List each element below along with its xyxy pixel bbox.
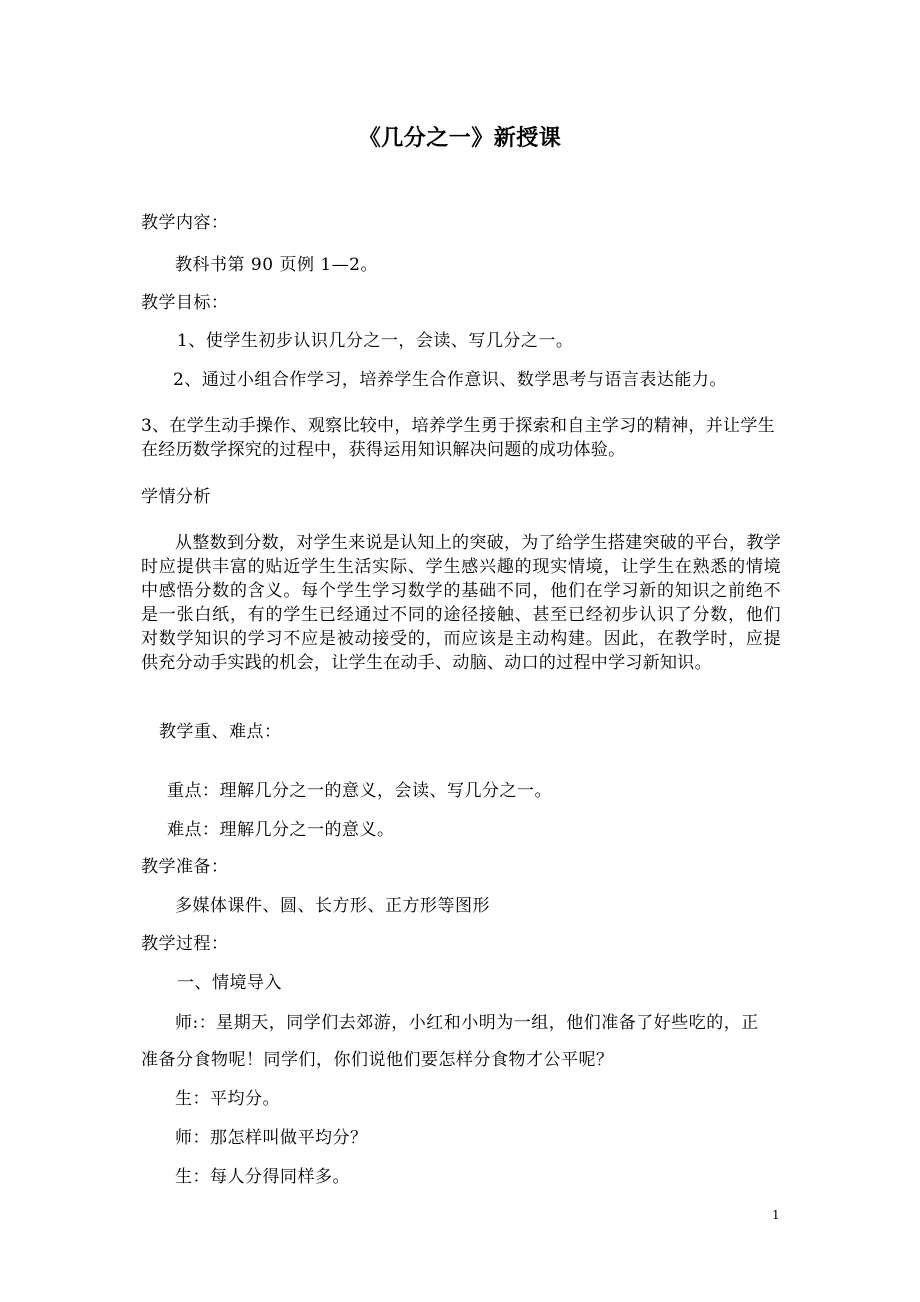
document-title: 《几分之一》新授课 bbox=[358, 125, 562, 151]
page-number: 1 bbox=[772, 1208, 780, 1222]
dialogue-line: 准备分食物呢！同学们，你们说他们要怎样分食物才公平呢？ bbox=[141, 1050, 614, 1070]
dialogue-line: 生：平均分。 bbox=[175, 1089, 280, 1109]
analysis-label: 学情分析 bbox=[141, 487, 211, 507]
content-text: 教科书第 90 页例 1—2。 bbox=[175, 255, 378, 275]
key-point: 重点：理解几分之一的意义，会读、写几分之一。 bbox=[167, 781, 552, 801]
analysis-paragraph: 从整数到分数，对学生来说是认知上的突破，为了给学生搭建突破的平台，教学时应提供丰富的贴近学生生活实际、学生感兴趣的现实情境，让学生在熟悉的情境中感悟分数的含义。每个学生学习数学的基础不同，他们在学习新的知识之前绝不是一张白纸，有的学生已经通过不同的途径接触、甚至已经初步认识了分数，他们对数学知识的学习不应是被动接受的，而应该是主动构建。因此，在教学时，应提供充分动手实践的机会，让学生在动手、动脑、动口的过程中学习新知识。 bbox=[141, 533, 781, 673]
dialogue-line: 生：每人分得同样多。 bbox=[175, 1167, 350, 1187]
objectives-label: 教学目标： bbox=[141, 293, 229, 313]
section-heading: 一、情境导入 bbox=[177, 973, 282, 993]
preparation-label: 教学准备： bbox=[141, 857, 229, 877]
preparation-text: 多媒体课件、圆、长方形、正方形等图形 bbox=[175, 896, 490, 916]
dialogue-line: 师：那怎样叫做平均分？ bbox=[175, 1128, 368, 1148]
objective-3: 3、在学生动手操作、观察比较中，培养学生勇于探索和自主学习的精神，并让学生在经历数学探究的过程中，获得运用知识解决问题的成功体验。 bbox=[141, 416, 775, 460]
key-points-label: 教学重、难点： bbox=[159, 722, 282, 742]
objective-2: 2、通过小组合作学习，培养学生合作意识、数学思考与语言表达能力。 bbox=[173, 370, 727, 390]
dialogue-line: 师:：星期天，同学们去郊游，小红和小明为一组，他们准备了好些吃的，正 bbox=[175, 1013, 759, 1033]
difficult-point: 难点：理解几分之一的意义。 bbox=[167, 820, 395, 840]
process-label: 教学过程： bbox=[141, 934, 229, 954]
objective-1: 1、使学生初步认识几分之一，会读、写几分之一。 bbox=[177, 331, 574, 351]
content-label: 教学内容： bbox=[141, 213, 229, 233]
